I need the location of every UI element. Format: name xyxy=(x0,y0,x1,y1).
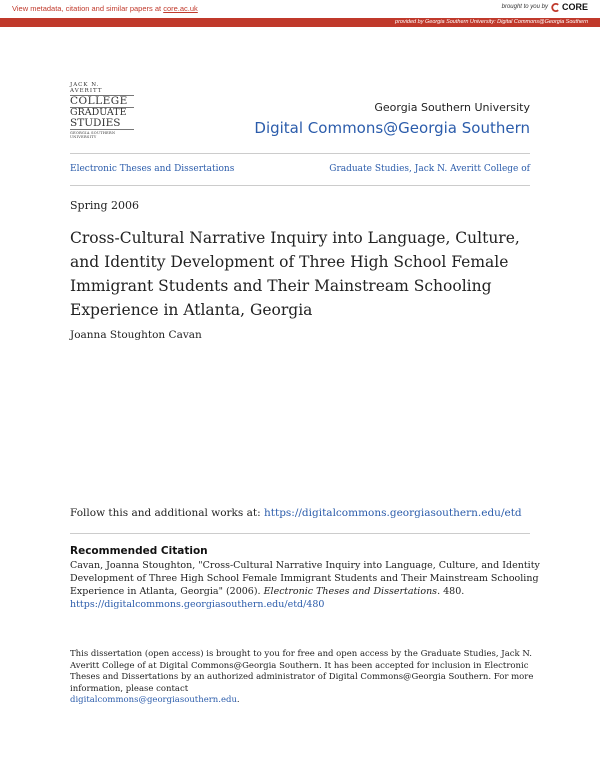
follow-link[interactable]: https://digitalcommons.georgiasouthern.edu/etd xyxy=(264,507,522,519)
breadcrumb-collection[interactable]: Electronic Theses and Dissertations xyxy=(70,164,235,174)
document-title: Cross-Cultural Narrative Inquiry into Language, Culture, and Identity Development of Three High School Female Immigrant Students and Their Mainstream Schooling Experience in Atlanta, Georgia xyxy=(70,229,520,319)
recommended-citation-heading: Recommended Citation xyxy=(70,545,208,557)
access-notice: This dissertation (open access) is brought to you for free and open access by the Graduate Studies, Jack N. Averitt College of at Digital Commons@Georgia Southern. It has been accepted for inclusion in Electronic Theses and Dissertations by an authorized administrator of Digital Commons@Georgia Southern. For more information, please contact digitalcommons@georgiasouthern.edu. xyxy=(70,649,534,706)
core-metadata-link[interactable]: View metadata, citation and similar papers at core.ac.uk xyxy=(12,4,198,13)
core-icon xyxy=(551,3,560,12)
core-site-link[interactable]: core.ac.uk xyxy=(163,4,198,13)
graduate-studies-logo: JACK N. AVERITT COLLEGE GRADUATE STUDIES GEORGIA SOUTHERN UNIVERSITY xyxy=(70,82,134,134)
core-badge[interactable] xyxy=(502,2,588,12)
contact-email-link[interactable]: digitalcommons@georgiasouthern.edu xyxy=(70,695,237,706)
brought-by-text: brought to you by xyxy=(501,4,548,10)
core-brand-text: CORE xyxy=(561,2,588,12)
document-author: Joanna Stoughton Cavan xyxy=(70,329,202,341)
repository-name[interactable]: Digital Commons@Georgia Southern xyxy=(254,119,530,137)
institution-name: Georgia Southern University xyxy=(374,101,530,114)
citation-series: Electronic Theses and Dissertations xyxy=(263,586,438,597)
divider-follow xyxy=(70,533,530,534)
core-logo xyxy=(551,2,588,12)
citation-block: Cavan, Joanna Stoughton, "Cross-Cultural Narrative Inquiry into Language, Culture, and Identity Development of Three High School Female Immigrant Students and Their Mainstream Schooling Experience in Atlanta, Georgia" (2006). Electronic Theses and Dissertations. 480. https://digitalcommons.georgiasouthern.edu/etd/480 xyxy=(70,560,540,610)
publication-date: Spring 2006 xyxy=(70,199,139,212)
follow-line: Follow this and additional works at: https://digitalcommons.georgiasouthern.edu/etd xyxy=(70,507,522,519)
core-top-bar xyxy=(0,0,600,18)
divider-crumbs xyxy=(70,185,530,186)
provided-by-text[interactable]: provided by Georgia Southern University: Digital Commons@Georgia Southern xyxy=(395,19,588,25)
citation-link[interactable]: https://digitalcommons.georgiasouthern.edu/etd/480 xyxy=(70,599,325,610)
divider-top xyxy=(70,153,530,154)
breadcrumb-college[interactable]: Graduate Studies, Jack N. Averitt College of xyxy=(329,164,530,174)
